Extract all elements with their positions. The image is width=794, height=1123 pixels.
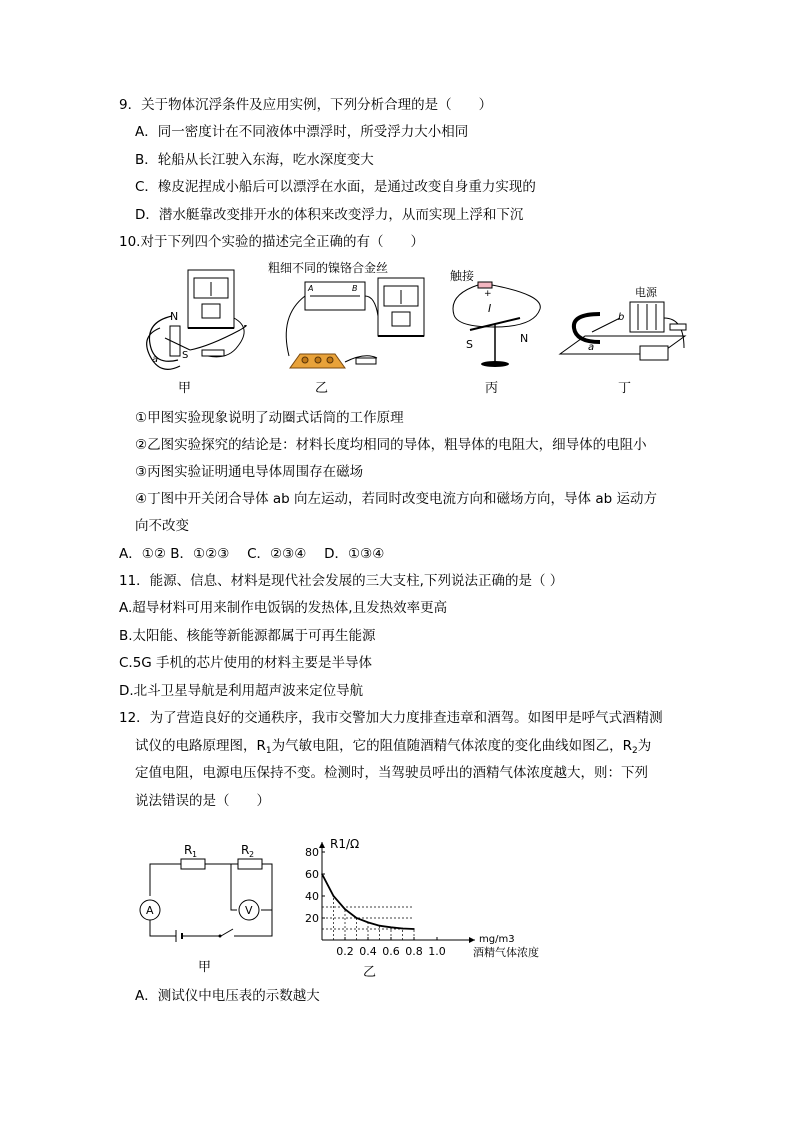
- q9-option-a: A．同一密度计在不同液体中漂浮时，所受浮力大小相同: [135, 124, 469, 140]
- data-point: [402, 928, 404, 930]
- data-point: [356, 917, 358, 919]
- r1-curve: [322, 874, 414, 929]
- label-wire: 粗细不同的镍铬合金丝: [268, 261, 389, 275]
- y-tick-label: 40: [305, 890, 319, 903]
- q12-circuit: [134, 840, 284, 980]
- q9-option-b: B．轮船从长江驶入东海，吃水深度变大: [135, 152, 374, 168]
- q12-option-a: A．测试仪中电压表的示数越大: [135, 988, 320, 1004]
- q10-statement-3: ③丙图实验证明通电导体周围存在磁场: [135, 464, 364, 480]
- label-bing: 丙: [485, 381, 499, 396]
- resistor-r1: [181, 859, 205, 869]
- q12-line-2a: 试仪的电路原理图，R: [135, 738, 266, 754]
- label-ammeter: A: [146, 904, 154, 917]
- data-point: [413, 928, 415, 930]
- label-s-bing: S: [466, 338, 473, 351]
- data-point: [344, 908, 346, 910]
- resistor-r2: [238, 859, 262, 869]
- y-axis-label: R1/Ω: [330, 837, 360, 851]
- x-tick-label: 1.0: [428, 945, 446, 958]
- q12-graph: [300, 818, 570, 982]
- q10-statement-4a: ④丁图中开关闭合导体 ab 向左运动，若同时改变电流方向和磁场方向，导体 ab 运动方: [135, 491, 657, 507]
- label-plus: +: [484, 289, 492, 299]
- label-voltmeter: V: [245, 904, 253, 917]
- label-circuit-jia: 甲: [198, 960, 212, 975]
- label-b-ding: b: [618, 312, 625, 323]
- q12-line-1: 12．为了营造良好的交通秩序，我市交警加大力度排查违章和酒驾。如图甲是呼气式酒精测: [119, 710, 663, 726]
- label-r2-sub: 2: [249, 850, 255, 859]
- q9-stem: 9．关于物体沉浮条件及应用实例，下列分析合理的是（ ）: [119, 97, 493, 113]
- switch: [221, 929, 233, 936]
- x-axis-unit: mg/m3: [479, 934, 515, 945]
- q11-option-a: A.超导材料可用来制作电饭锅的发热体,且发热效率更高: [119, 600, 448, 616]
- label-ding: 丁: [618, 381, 632, 396]
- label-a-ding: a: [588, 342, 595, 353]
- y-tick-label: 20: [305, 912, 319, 925]
- q10-options: A．①② B．①②③ C．②③④ D．①③④: [119, 546, 385, 562]
- label-r1-sub: 1: [192, 850, 198, 859]
- q12-line-2: [135, 737, 651, 760]
- graph-label-yi: 乙: [363, 965, 377, 980]
- y-tick-label: 80: [305, 846, 319, 859]
- x-axis-label: 酒精气体浓度: [473, 946, 539, 959]
- q11-stem: 11．能源、信息、材料是现代社会发展的三大支柱,下列说法正确的是（ ）: [119, 573, 564, 589]
- q12-line-2c: 为: [637, 738, 652, 754]
- label-touch: 触接: [450, 269, 475, 283]
- q10-figures: [130, 258, 710, 400]
- label-r1: R: [184, 843, 193, 857]
- label-a-upper: A: [308, 284, 314, 293]
- q10-statement-2: ②乙图实验探究的结论是：材料长度均相同的导体，粗导体的电阻大，细导体的电阻小: [135, 437, 647, 453]
- label-power: 电源: [635, 286, 657, 299]
- x-tick-label: 0.8: [405, 945, 423, 958]
- q10-statement-1: ①甲图实验现象说明了动圈式话筒的工作原理: [135, 410, 404, 426]
- y-tick-label: 60: [305, 868, 319, 881]
- q12-line-3: 定值电阻，电源电压保持不变。检测时，当驾驶员呼出的酒精气体浓度越大，则：下列: [135, 765, 648, 781]
- x-tick-label: 0.2: [336, 945, 354, 958]
- q10-stem: 10.对于下列四个实验的描述完全正确的有（ ）: [119, 234, 424, 250]
- q12-line-2b: 为气敏电阻，它的阻值随酒精气体浓度的变化曲线如图乙，R: [271, 738, 633, 754]
- q9-option-c: C．橡皮泥捏成小船后可以漂浮在水面，是通过改变自身重力实现的: [135, 179, 536, 195]
- q11-option-d: D.北斗卫星导航是利用超声波来定位导航: [119, 683, 364, 699]
- figure-jia: [147, 270, 247, 396]
- label-jia: 甲: [178, 381, 192, 396]
- data-point: [321, 873, 323, 875]
- data-point: [367, 922, 369, 924]
- label-current: I: [488, 302, 492, 315]
- figure-yi: [268, 260, 424, 396]
- figure-bing: [450, 268, 540, 396]
- label-b-upper: B: [352, 284, 358, 293]
- label-r2: R: [241, 843, 250, 857]
- data-point: [333, 895, 335, 897]
- x-tick-label: 0.4: [359, 945, 377, 958]
- q9-option-d: D．潜水艇靠改变排开水的体积来改变浮力，从而实现上浮和下沉: [135, 207, 524, 223]
- q12-line-4: 说法错误的是（ ）: [135, 793, 270, 809]
- q10-statement-4b: 向不改变: [135, 518, 189, 534]
- data-point: [379, 925, 381, 927]
- y-axis-arrow: [319, 842, 325, 848]
- figure-ding: [560, 285, 686, 396]
- q11-option-b: B.太阳能、核能等新能源都属于可再生能源: [119, 628, 376, 644]
- x-tick-label: 0.6: [382, 945, 400, 958]
- label-s: S: [182, 350, 189, 361]
- label-n-bing: N: [520, 332, 529, 345]
- label-yi: 乙: [315, 381, 329, 396]
- q12-r1-sub: 1: [265, 746, 272, 756]
- label-n: N: [170, 310, 179, 323]
- data-point: [390, 927, 392, 929]
- q12-r2-sub: 2: [632, 746, 638, 756]
- q11-option-c: C.5G 手机的芯片使用的材料主要是半导体: [119, 655, 373, 671]
- label-a: a: [152, 354, 159, 365]
- x-axis-arrow: [469, 937, 475, 943]
